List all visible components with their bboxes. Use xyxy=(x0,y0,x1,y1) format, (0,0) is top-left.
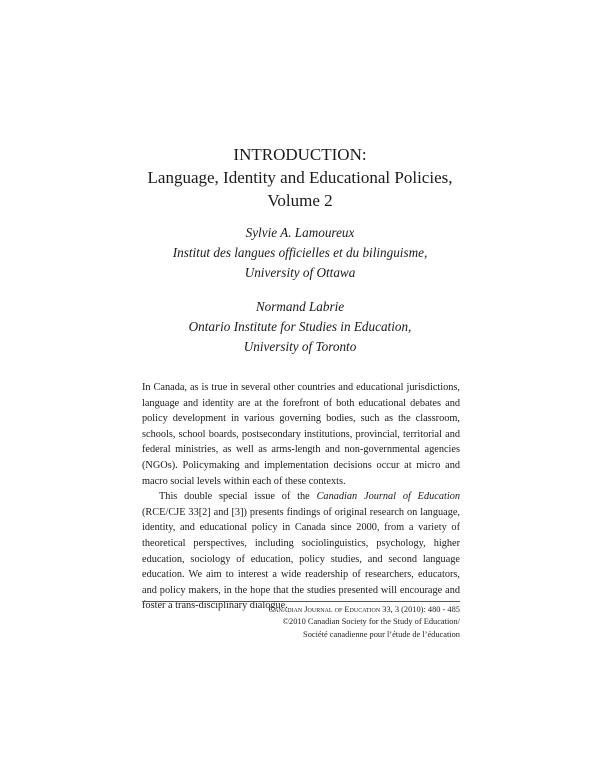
article-title xyxy=(0,143,600,212)
paragraph-1: In Canada, as is true in several other countries and educational jurisdictions, language and identity are at the forefront of both educational debates and policy development in various governing bodies, such as the classroom, schools, school boards, postsecondary institutions, provincial, territorial and federal ministries, as well as arms-length and non-governmental agencies (NGOs). Policymaking and implementation decisions occur at micro and macro social levels within each of these contexts. xyxy=(142,382,460,487)
footer-line-1 xyxy=(269,604,460,616)
footer-citation xyxy=(269,604,460,641)
author-name: Normand Labrie xyxy=(255,299,345,314)
title-line-3: Volume 2 xyxy=(267,191,333,210)
title-line-1: INTRODUCTION: xyxy=(233,145,367,164)
footer-journal-name: Canadian Journal of Education xyxy=(268,605,381,614)
author-university: University of Ottawa xyxy=(244,265,356,280)
paragraph-2-start: This double special issue of the xyxy=(159,491,317,503)
author-name: Sylvie A. Lamoureux xyxy=(245,225,355,240)
footer-copyright: ©2010 Canadian Society for the Study of Education/ xyxy=(282,617,460,627)
author-university: University of Toronto xyxy=(243,339,357,354)
paragraph-2 xyxy=(142,489,460,614)
author-affiliation: Institut des langues officielles et du bilinguisme, xyxy=(172,245,428,260)
journal-name-italic: Canadian Journal of Education xyxy=(316,491,460,503)
footer-society-fr: Société canadienne pour l’étude de l’éducation xyxy=(303,629,460,639)
title-line-2: Language, Identity and Educational Policies, xyxy=(147,168,453,187)
footer-divider xyxy=(142,601,460,602)
paragraph-2-rest: (RCE/CJE 33[2] and [3]) presents findings of original research on language, identity, and educational policy in Canada since 2000, from a variety of theoretical perspectives, including sociolinguistics, psychology, higher education, sociology of education, policy studies, and second language education. We aim to interest a wide readership of researchers, educators, and policy makers, in the hope that the studies presented will encourage and foster a trans-disciplinary dialogue. xyxy=(142,506,460,612)
body-text xyxy=(142,380,460,614)
author-block-2 xyxy=(0,297,600,357)
author-affiliation: Ontario Institute for Studies in Education, xyxy=(188,319,412,334)
author-block-1 xyxy=(0,223,600,283)
footer-volume: 33, 3 (2010): 480 - 485 xyxy=(380,605,460,614)
